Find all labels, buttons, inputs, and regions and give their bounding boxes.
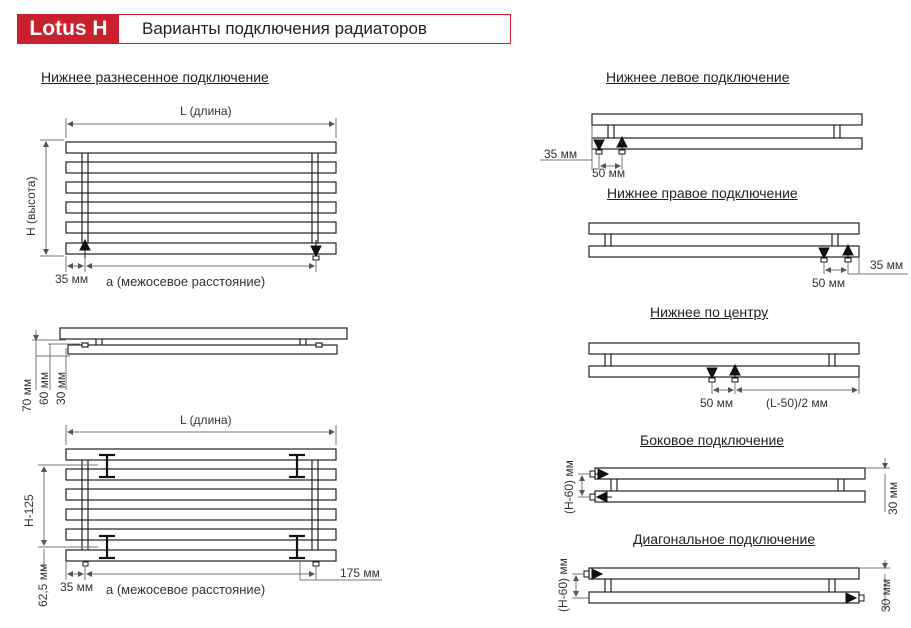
side-h-minus-60-label: (H-60) мм xyxy=(562,460,576,514)
bottom-left-radiator xyxy=(592,114,862,149)
title-bottom-right: Нижнее правое подключение xyxy=(607,185,798,201)
diag-30mm-label: 30 мм xyxy=(879,578,893,612)
side-radiator xyxy=(595,468,865,502)
split-radiator-front xyxy=(66,142,336,254)
bottom-left-arrows xyxy=(594,137,627,154)
diagonal-arrows xyxy=(584,569,864,603)
title-bottom-center: Нижнее по центру xyxy=(650,304,769,320)
bottom-right-arrows xyxy=(819,245,853,262)
dim-60mm-label: 60 мм xyxy=(37,371,51,405)
bottom-center-arrows xyxy=(707,365,740,382)
axis-distance-label: а (межосевое расстояние) xyxy=(106,274,266,289)
br-35mm-label: 35 мм xyxy=(870,258,904,272)
dim-175mm-label: 175 мм xyxy=(340,566,380,580)
wall-brackets xyxy=(99,455,305,558)
brand-logo: Lotus H xyxy=(18,15,119,43)
axis-distance-label-2: а (межосевое расстояние) xyxy=(106,582,266,597)
h125-label: H-125 xyxy=(22,494,36,527)
bottom-center-radiator xyxy=(589,343,859,377)
side-30mm-label: 30 мм xyxy=(886,481,900,515)
bl-50mm-label: 50 мм xyxy=(592,166,626,180)
dim-70mm-label: 70 мм xyxy=(20,378,34,412)
title-diagonal: Диагональное подключение xyxy=(633,531,816,547)
side-dimensions xyxy=(578,458,890,512)
bl-35mm-label: 35 мм xyxy=(544,147,578,161)
bottom-right-radiator xyxy=(589,223,859,257)
diagonal-radiator xyxy=(589,568,859,603)
title-bottom-left: Нижнее левое подключение xyxy=(606,69,790,85)
page-title: Варианты подключения радиаторов xyxy=(142,19,427,38)
height-label: H (высота) xyxy=(24,176,38,236)
side-view xyxy=(60,328,347,354)
length-label-2: L (длина) xyxy=(180,413,232,427)
side-arrows xyxy=(590,469,612,502)
br-50mm-label: 50 мм xyxy=(812,276,846,290)
dim-35mm-label-2: 35 мм xyxy=(60,580,94,594)
title-bottom-split: Нижнее разнесенное подключение xyxy=(41,69,269,85)
length-label: L (длина) xyxy=(180,104,232,118)
title-side: Боковое подключение xyxy=(640,432,785,448)
diag-h-minus-60-label: (H-60) мм xyxy=(556,558,570,612)
dim-35mm-label: 35 мм xyxy=(55,272,89,286)
bracket-dimensions xyxy=(38,425,382,580)
dim-30mm-label: 30 мм xyxy=(54,371,68,405)
bc-l-minus-50-label: (L-50)/2 мм xyxy=(766,396,828,410)
bc-50mm-label: 50 мм xyxy=(700,396,734,410)
dim-62-5mm-label: 62,5 мм xyxy=(36,563,50,607)
